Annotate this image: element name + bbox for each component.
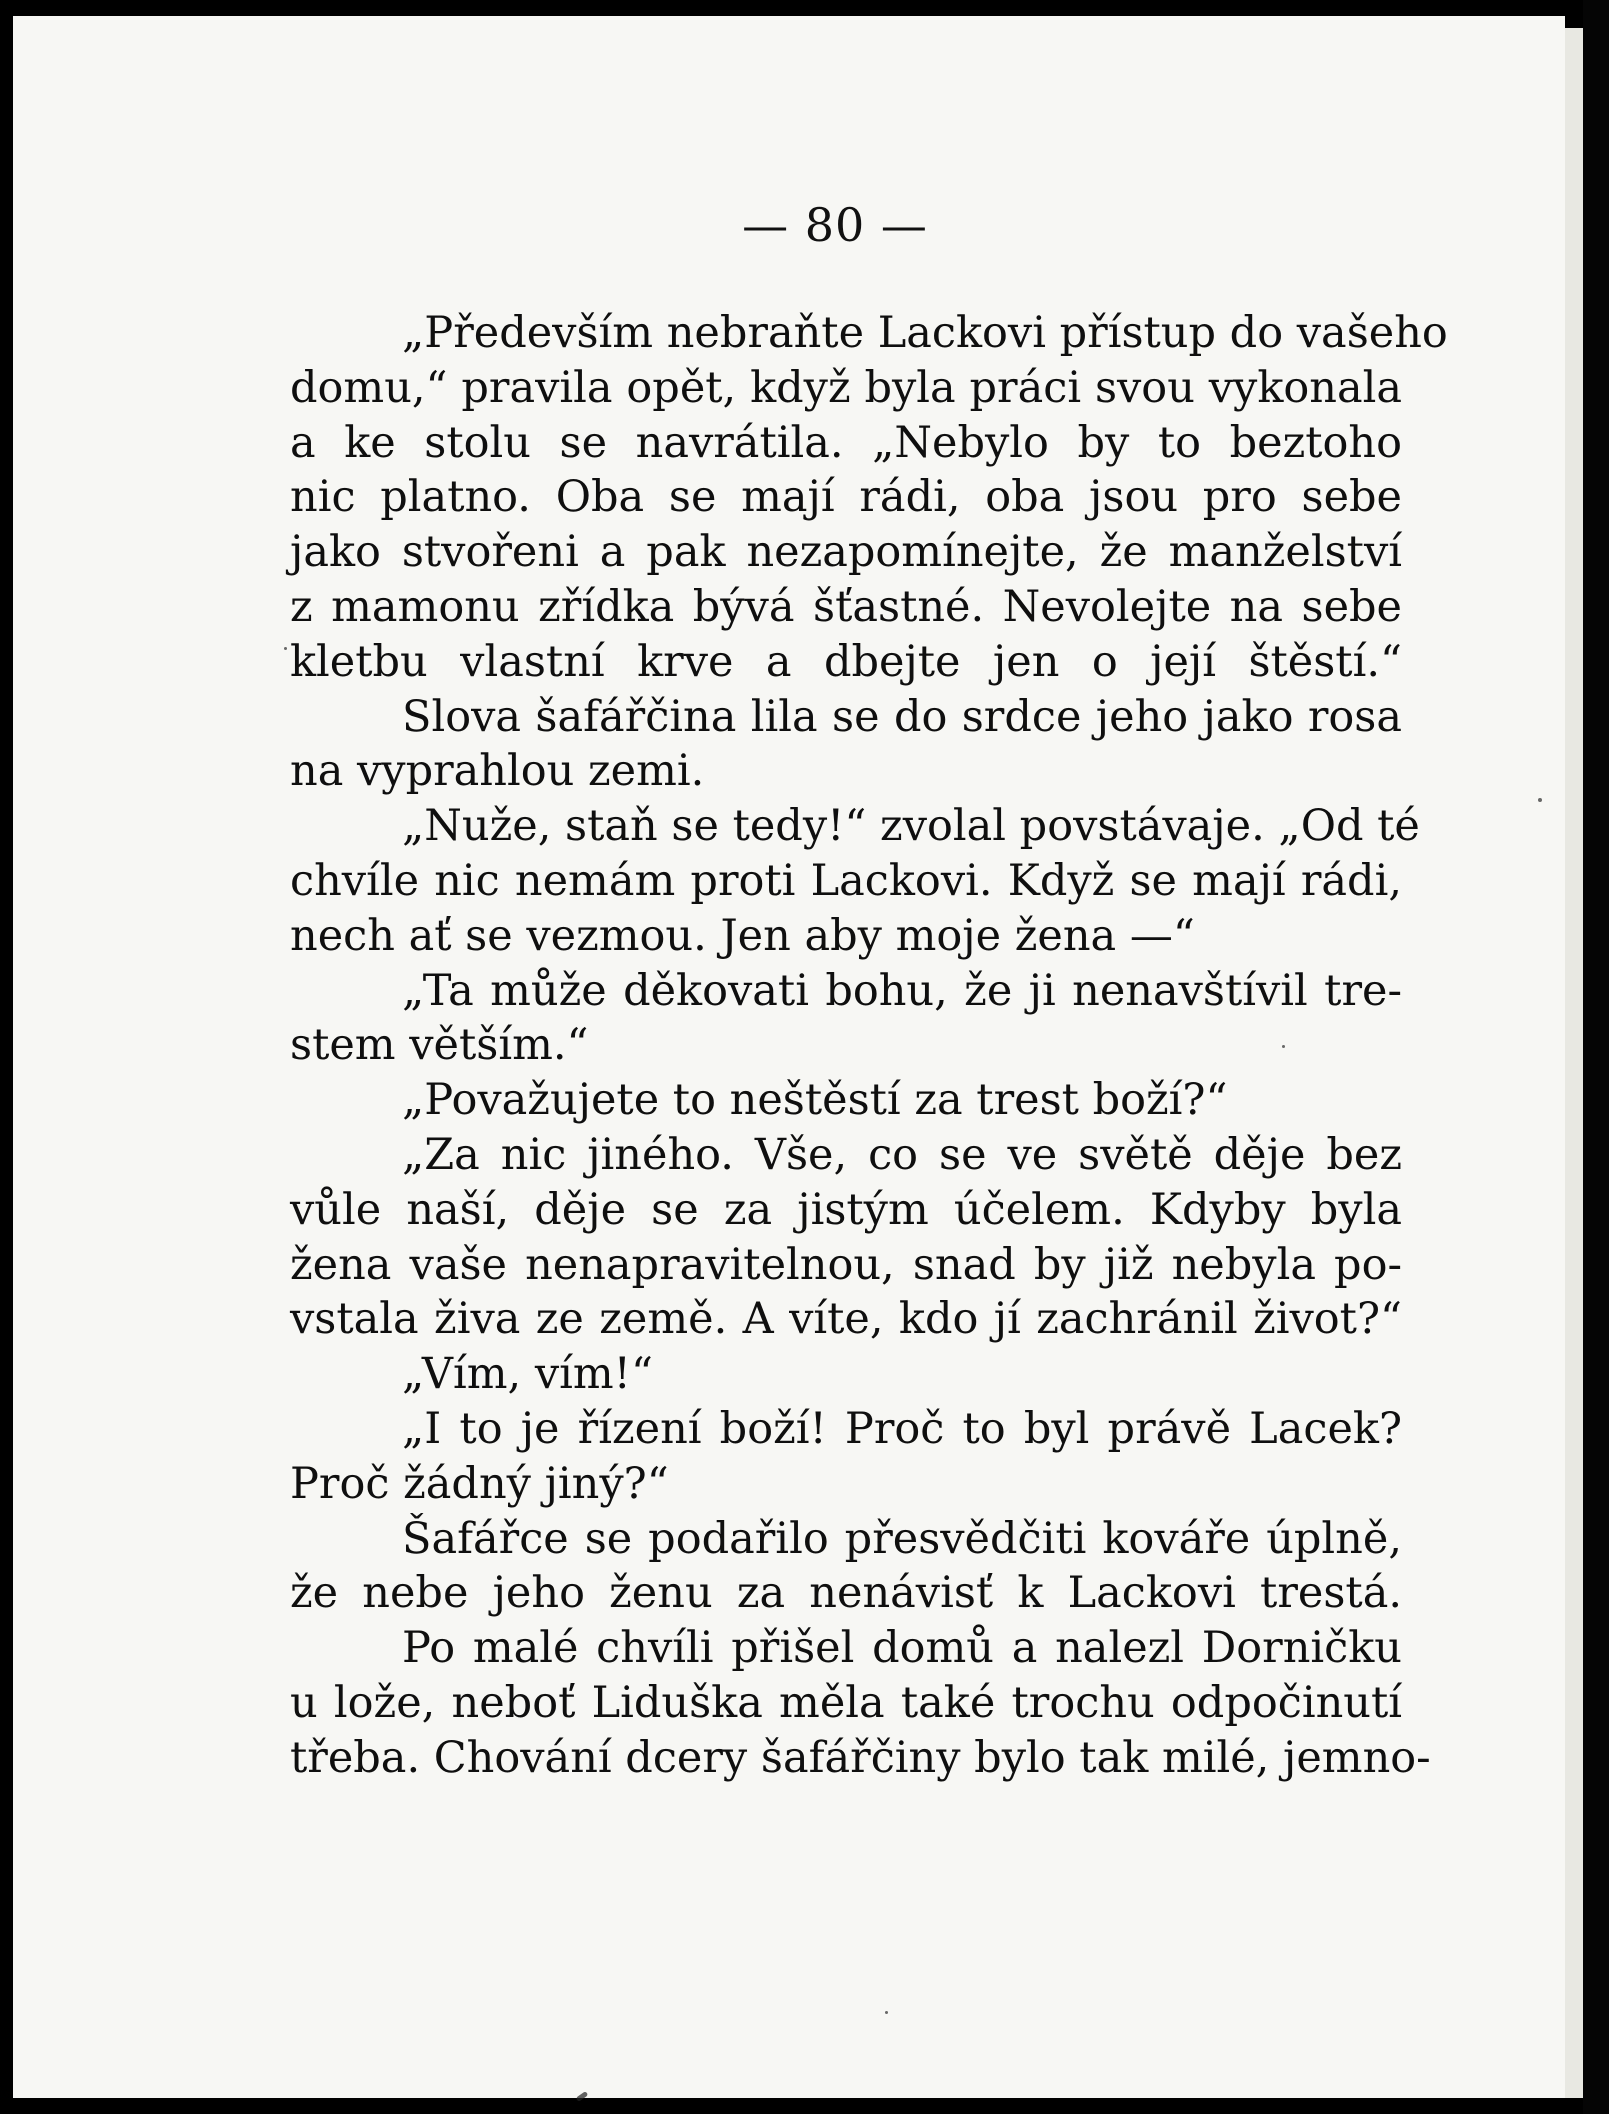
scan-speck	[1282, 1045, 1285, 1048]
text-line: u lože, neboť Liduška měla také trochu odpočinutí	[290, 1677, 1402, 1728]
text-line: „Vím, vím!“	[402, 1349, 653, 1400]
text-line: Po malé chvíli přišel domů a nalezl Dorničku	[402, 1623, 1402, 1674]
text-line: vůle naší, děje se za jistým účelem. Kdyby byla	[290, 1184, 1402, 1235]
text-line: „I to je řízení boží! Proč to byl právě Lacek?	[402, 1403, 1402, 1454]
text-line: a ke stolu se navrátila. „Nebylo by to beztoho	[290, 417, 1402, 468]
text-line: chvíle nic nemám proti Lackovi. Když se mají rádi,	[290, 855, 1402, 906]
text-line: Slova šafářčina lila se do srdce jeho jako rosa	[402, 691, 1402, 742]
scan-speck	[284, 647, 287, 650]
text-line: třeba. Chování dcery šafářčiny bylo tak milé, jemno-	[290, 1732, 1431, 1783]
text-line: „Nuže, staň se tedy!“ zvolal povstávaje. „Od té	[402, 801, 1420, 852]
text-line: žena vaše nenapravitelnou, snad by již nebyla po-	[290, 1239, 1402, 1290]
page-edge-strip	[1565, 28, 1583, 2098]
text-line: „Považujete to neštěstí za trest boží?“	[402, 1075, 1228, 1126]
text-line: kletbu vlastní krve a dbejte jen o její štěstí.“	[290, 636, 1402, 687]
text-line: domu,“ pravila opět, když byla práci svou vykonala	[290, 362, 1402, 413]
text-line: Proč žádný jiný?“	[290, 1458, 669, 1509]
text-line: jako stvořeni a pak nezapomínejte, že manželství	[290, 527, 1402, 578]
text-line: „Především nebraňte Lackovi přístup do vašeho	[402, 308, 1448, 358]
text-line: „Za nic jiného. Vše, co se ve světě děje bez	[402, 1129, 1402, 1180]
text-line: z mamonu zřídka bývá šťastné. Nevolejte na sebe	[290, 581, 1402, 632]
text-line: vstala živa ze země. A víte, kdo jí zachránil život?“	[290, 1294, 1402, 1345]
page-number: — 80 —	[742, 198, 928, 252]
text-line: stem větším.“	[290, 1020, 589, 1071]
body-text	[290, 306, 1448, 1786]
text-line: nic platno. Oba se mají rádi, oba jsou pro sebe	[290, 472, 1402, 523]
text-line: „Ta může děkovati bohu, že ji nenavštívil tre-	[402, 965, 1402, 1016]
scan-edge-shadow	[1583, 0, 1609, 2114]
scan-speck	[1538, 798, 1542, 802]
scan-speck	[885, 2011, 888, 2014]
text-line: nech ať se vezmou. Jen aby moje žena —“	[290, 910, 1195, 961]
text-line: že nebe jeho ženu za nenávisť k Lackovi trestá.	[290, 1568, 1402, 1619]
text-line: Šafářce se podařilo přesvědčiti kováře úplně,	[402, 1513, 1402, 1564]
text-line: na vyprahlou zemi.	[290, 746, 705, 797]
